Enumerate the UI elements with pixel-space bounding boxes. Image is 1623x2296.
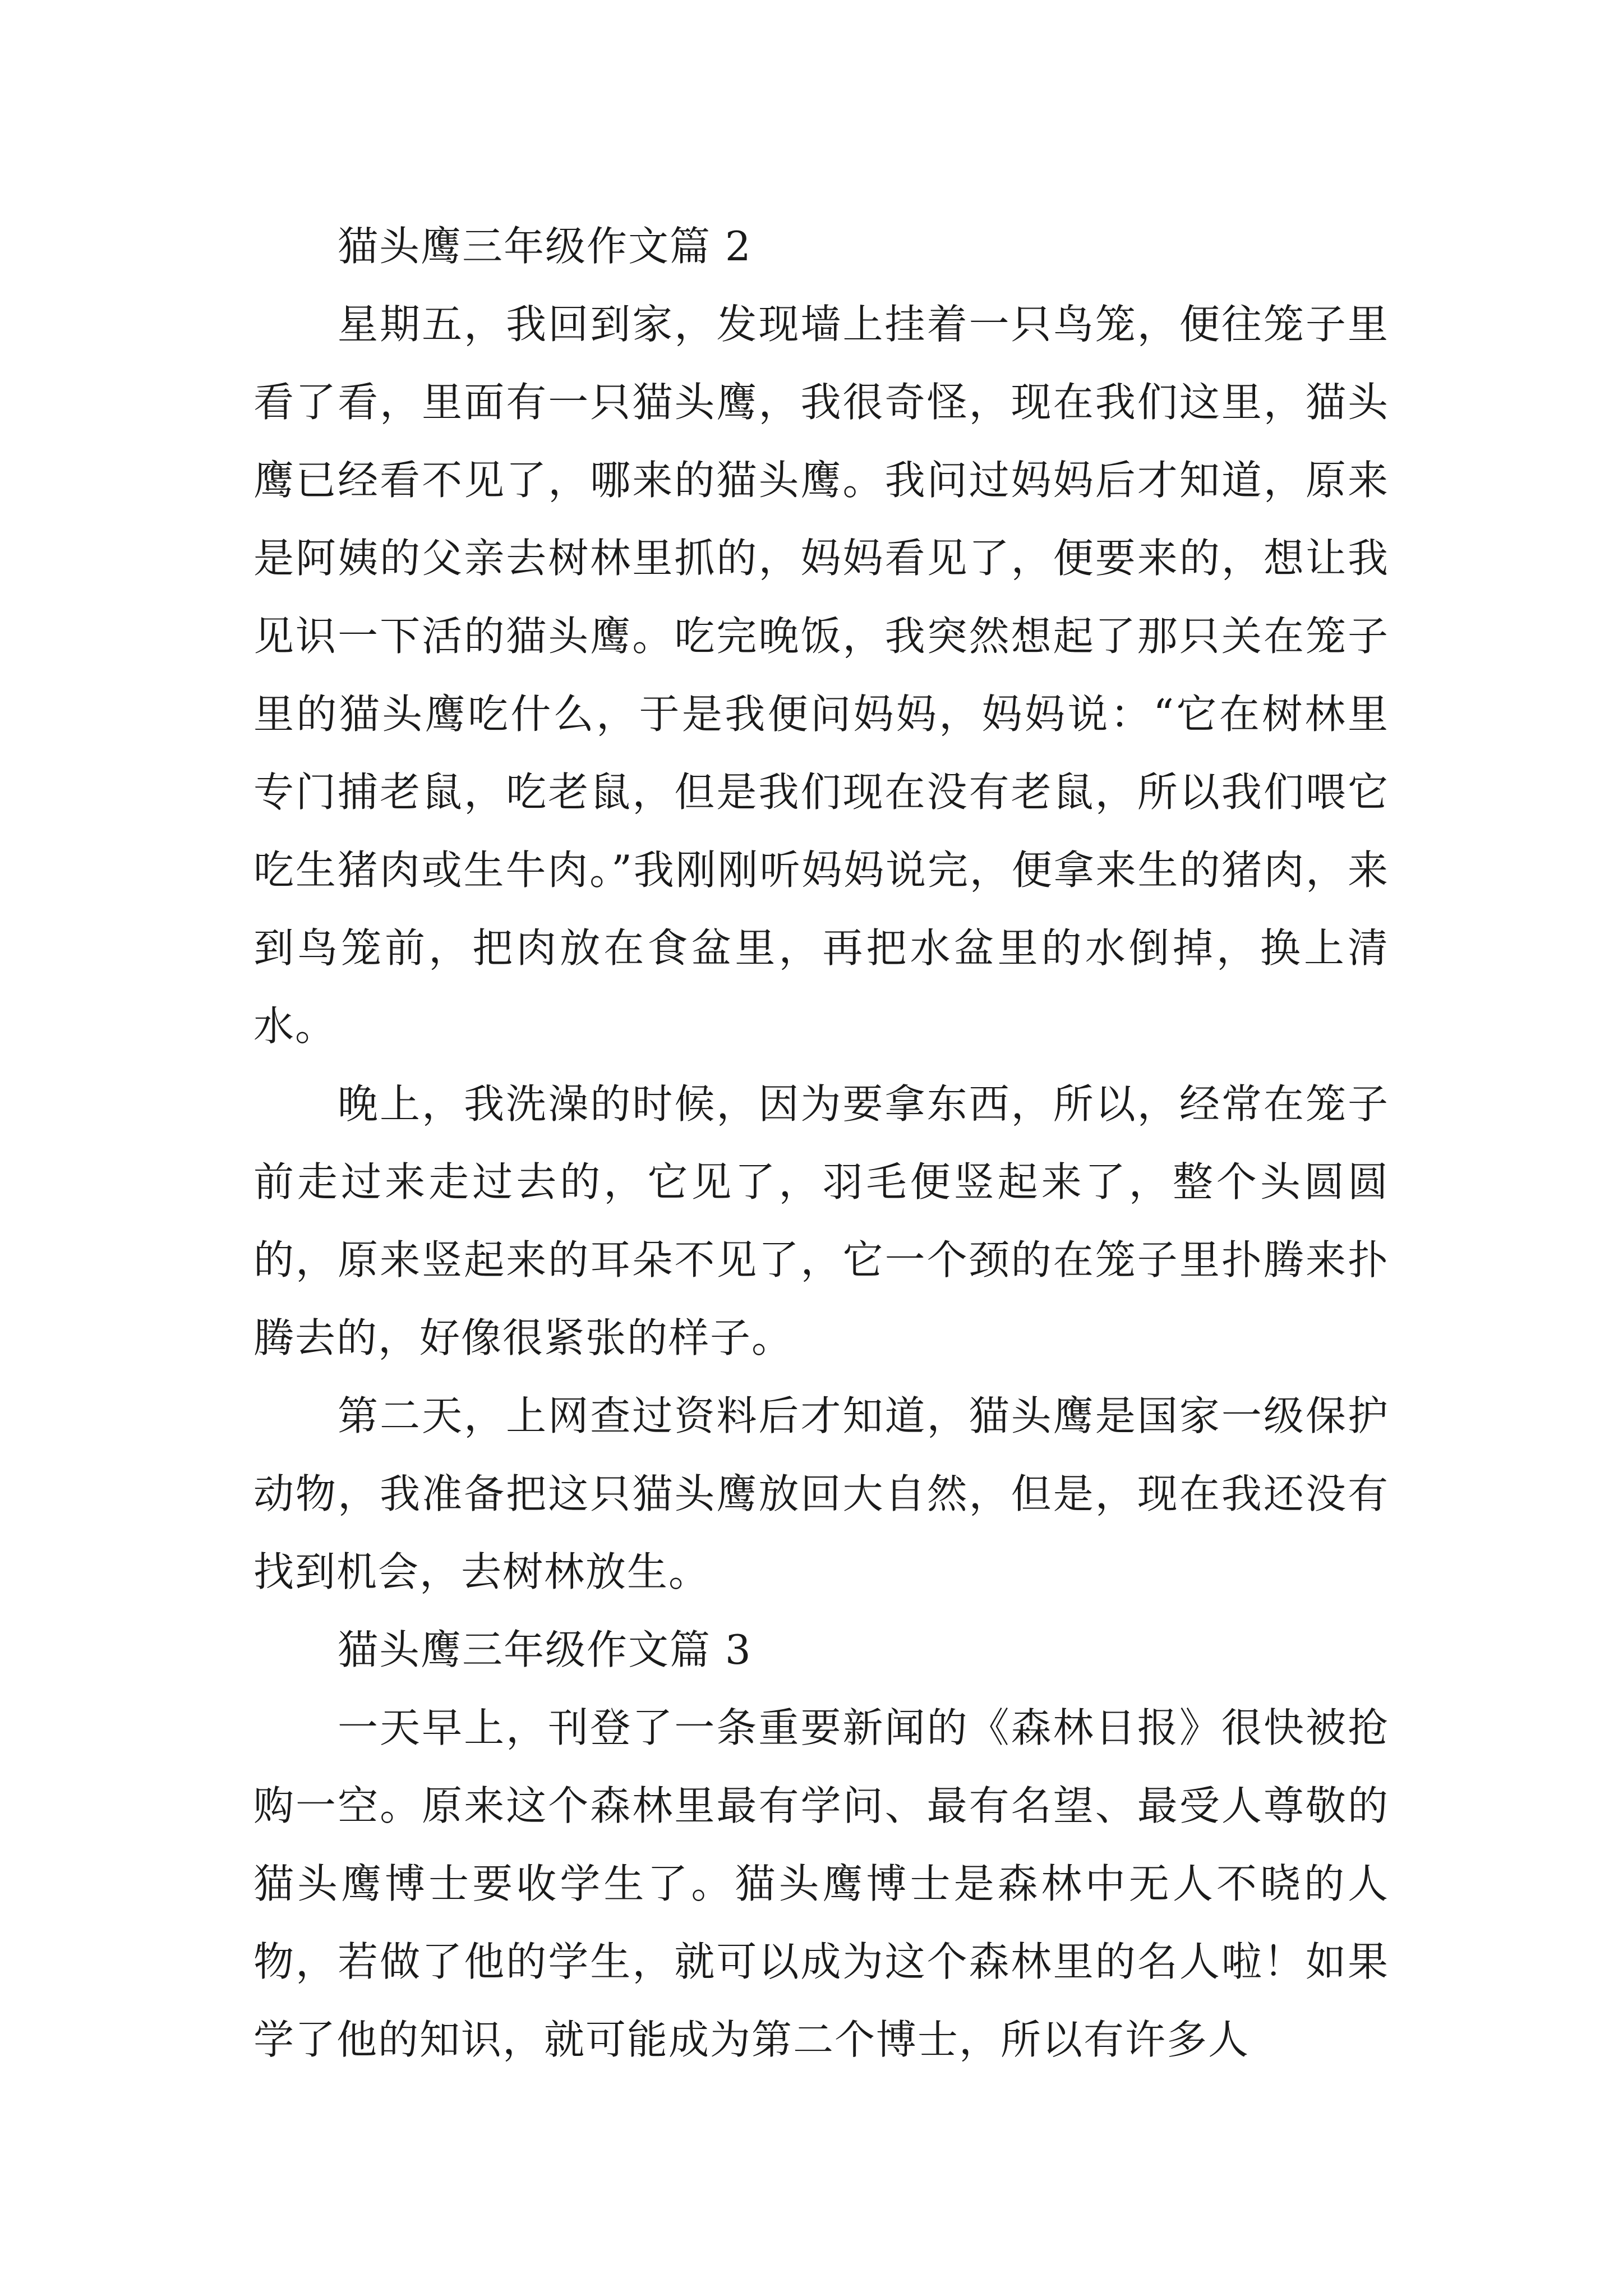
section-heading: 猫头鹰三年级作文篇 3 bbox=[338, 1626, 752, 1673]
section-heading: 猫头鹰三年级作文篇 2 bbox=[338, 223, 752, 270]
paragraph: 星期五，我回到家，发现墙上挂着一只鸟笼，便往笼子里看了看，里面有一只猫头鹰，我很奇怪，现在我们这里，猫头鹰已经看不见了，哪来的猫头鹰。我问过妈妈后才知道，原来是阿姨的父亲去树林里抓的，妈妈看见了，便要来的，想让我见识一下活的猫头鹰。吃完晚饭，我突然想起了那只关在笼子里的猫头鹰吃什么，于是我便问妈妈，妈妈说：“它在树林里专门捕老鼠，吃老鼠，但是我们现在没有老鼠，所以我们喂它吃生猪肉或生牛肉。”我刚刚听妈妈说完，便拿来生的猪肉，来到鸟笼前，把肉放在食盆里，再把水盆里的水倒掉，换上清水。 bbox=[253, 301, 1389, 1050]
paragraph: 一天早上，刊登了一条重要新闻的《森林日报》很快被抢购一空。原来这个森林里最有学问、最有名望、最受人尊敬的猫头鹰博士要收学生了。猫头鹰博士是森林中无人不晓的人物，若做了他的学生，就可以成为这个森林里的名人啦！如果学了他的知识，就可能成为第二个博士，所以有许多人 bbox=[253, 1704, 1389, 2063]
paragraph: 晚上，我洗澡的时候，因为要拿东西，所以，经常在笼子前走过来走过去的，它见了，羽毛便竖起来了，整个头圆圆的，原来竖起来的耳朵不见了，它一个颈的在笼子里扑腾来扑腾去的，好像很紧张的样子。 bbox=[253, 1080, 1389, 1361]
paragraph: 第二天，上网查过资料后才知道，猫头鹰是国家一级保护动物，我准备把这只猫头鹰放回大自然，但是，现在我还没有找到机会，去树林放生。 bbox=[253, 1392, 1389, 1595]
document-body bbox=[253, 208, 1389, 2079]
